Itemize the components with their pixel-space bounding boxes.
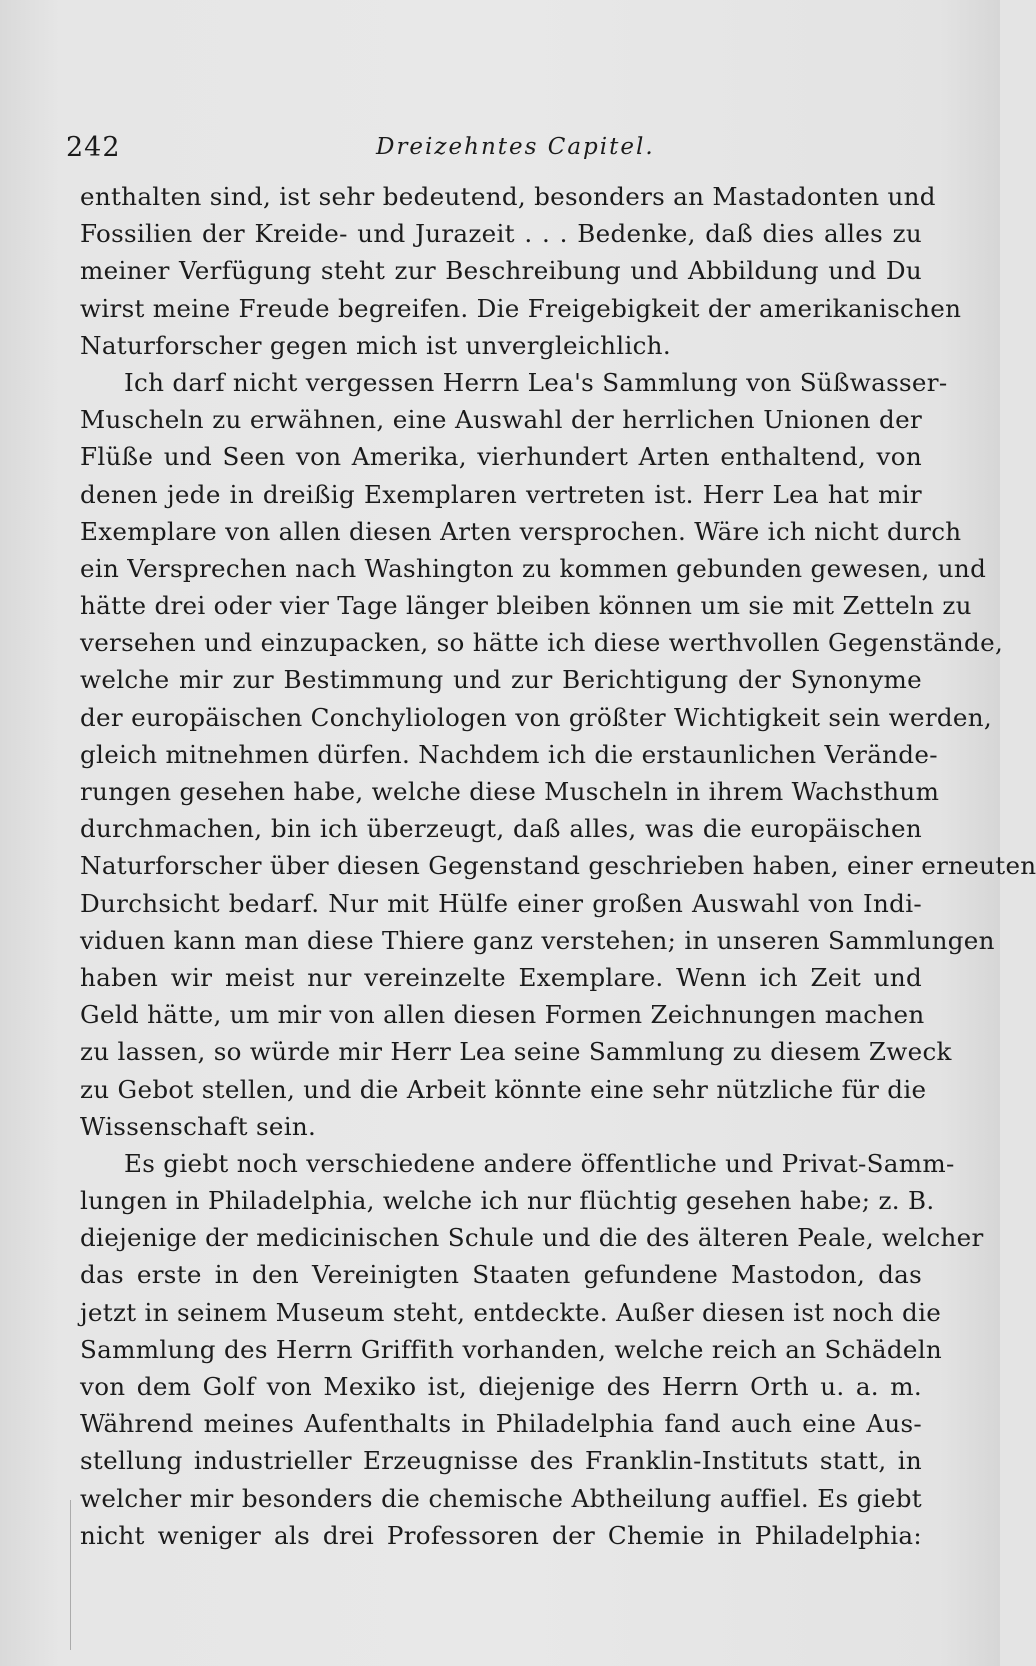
text-line: nicht weniger als drei Professoren der Chemie in Philadelphia:	[80, 1520, 922, 1550]
text-line: das erste in den Vereinigten Staaten gefundene Mastodon, das	[80, 1260, 922, 1290]
text-line: welcher mir besonders die chemische Abtheilung auffiel. Es giebt	[80, 1483, 922, 1513]
text-line: zu lassen, so würde mir Herr Lea seine Sammlung zu diesem Zweck	[80, 1037, 952, 1067]
text-line: haben wir meist nur vereinzelte Exemplare. Wenn ich Zeit und	[80, 962, 922, 992]
page-number: 242	[66, 132, 121, 163]
text-line: Naturforscher über diesen Gegenstand geschrieben haben, einer erneuten	[80, 851, 1036, 881]
text-line: Wissenschaft sein.	[80, 1111, 317, 1141]
text-line: der europäischen Conchyliologen von größter Wichtigkeit sein werden,	[80, 702, 993, 732]
text-line: viduen kann man diese Thiere ganz verstehen; in unseren Sammlungen	[80, 925, 995, 955]
text-line: diejenige der medicinischen Schule und die des älteren Peale, welcher	[80, 1223, 984, 1253]
text-line: wirst meine Freude begreifen. Die Freigebigkeit der amerikanischen	[80, 293, 962, 323]
text-line: denen jede in dreißig Exemplaren vertreten ist. Herr Lea hat mir	[80, 479, 922, 509]
text-line: gleich mitnehmen dürfen. Nachdem ich die erstaunlichen Verände-	[80, 739, 938, 769]
text-line: von dem Golf von Mexiko ist, diejenige des Herrn Orth u. a. m.	[80, 1372, 922, 1401]
text-line: hätte drei oder vier Tage länger bleiben können um sie mit Zetteln zu	[80, 591, 972, 621]
text-line: Fossilien der Kreide- und Jurazeit . . . Bedenke, daß dies alles zu	[80, 219, 922, 249]
text-line: Exemplare von allen diesen Arten versprochen. Wäre ich nicht durch	[80, 516, 962, 546]
text-line: zu Gebot stellen, und die Arbeit könnte eine sehr nützliche für die	[80, 1074, 927, 1104]
text-line: Es giebt noch verschiedene andere öffentliche und Privat-Samm-	[124, 1148, 955, 1178]
page-header	[66, 132, 930, 172]
text-line: Muscheln zu erwähnen, eine Auswahl der herrlichen Unionen der	[80, 405, 922, 435]
text-line: Während meines Aufenthalts in Philadelphia fand auch eine Aus-	[80, 1409, 922, 1439]
text-line: Flüße und Seen von Amerika, vierhundert Arten enthaltend, von	[80, 442, 922, 472]
text-line: meiner Verfügung steht zur Beschreibung und Abbildung und Du	[80, 256, 922, 286]
text-line: jetzt in seinem Museum steht, entdeckte. Außer diesen ist noch die	[80, 1297, 942, 1327]
text-line: rungen gesehen habe, welche diese Muscheln in ihrem Wachsthum	[80, 777, 940, 806]
margin-pencil-mark	[70, 1500, 73, 1650]
text-line: Sammlung des Herrn Griffith vorhanden, welche reich an Schädeln	[80, 1334, 943, 1364]
text-line: welche mir zur Bestimmung und zur Berichtigung der Synonyme	[80, 665, 922, 695]
text-line: versehen und einzupacken, so hätte ich diese werthvollen Gegenstände,	[80, 628, 1004, 658]
text-line: Ich darf nicht vergessen Herrn Lea's Sammlung von Süßwasser-	[124, 367, 948, 397]
body-text	[80, 178, 1036, 1554]
text-line: Naturforscher gegen mich ist unvergleichlich.	[80, 330, 671, 360]
text-line: durchmachen, bin ich überzeugt, daß alles, was die europäischen	[80, 814, 922, 844]
running-head: Dreizehntes Capitel.	[376, 134, 655, 160]
text-line: stellung industrieller Erzeugnisse des Franklin-Instituts statt, in	[80, 1446, 922, 1476]
text-line: ein Versprechen nach Washington zu kommen gebunden gewesen, und	[80, 553, 987, 583]
text-line: Geld hätte, um mir von allen diesen Formen Zeichnungen machen	[80, 1000, 925, 1030]
text-line: enthalten sind, ist sehr bedeutend, besonders an Mastadonten und	[80, 182, 936, 211]
text-line: Durchsicht bedarf. Nur mit Hülfe einer großen Auswahl von Indi-	[80, 888, 922, 918]
text-line: lungen in Philadelphia, welche ich nur flüchtig gesehen habe; z. B.	[80, 1186, 935, 1216]
